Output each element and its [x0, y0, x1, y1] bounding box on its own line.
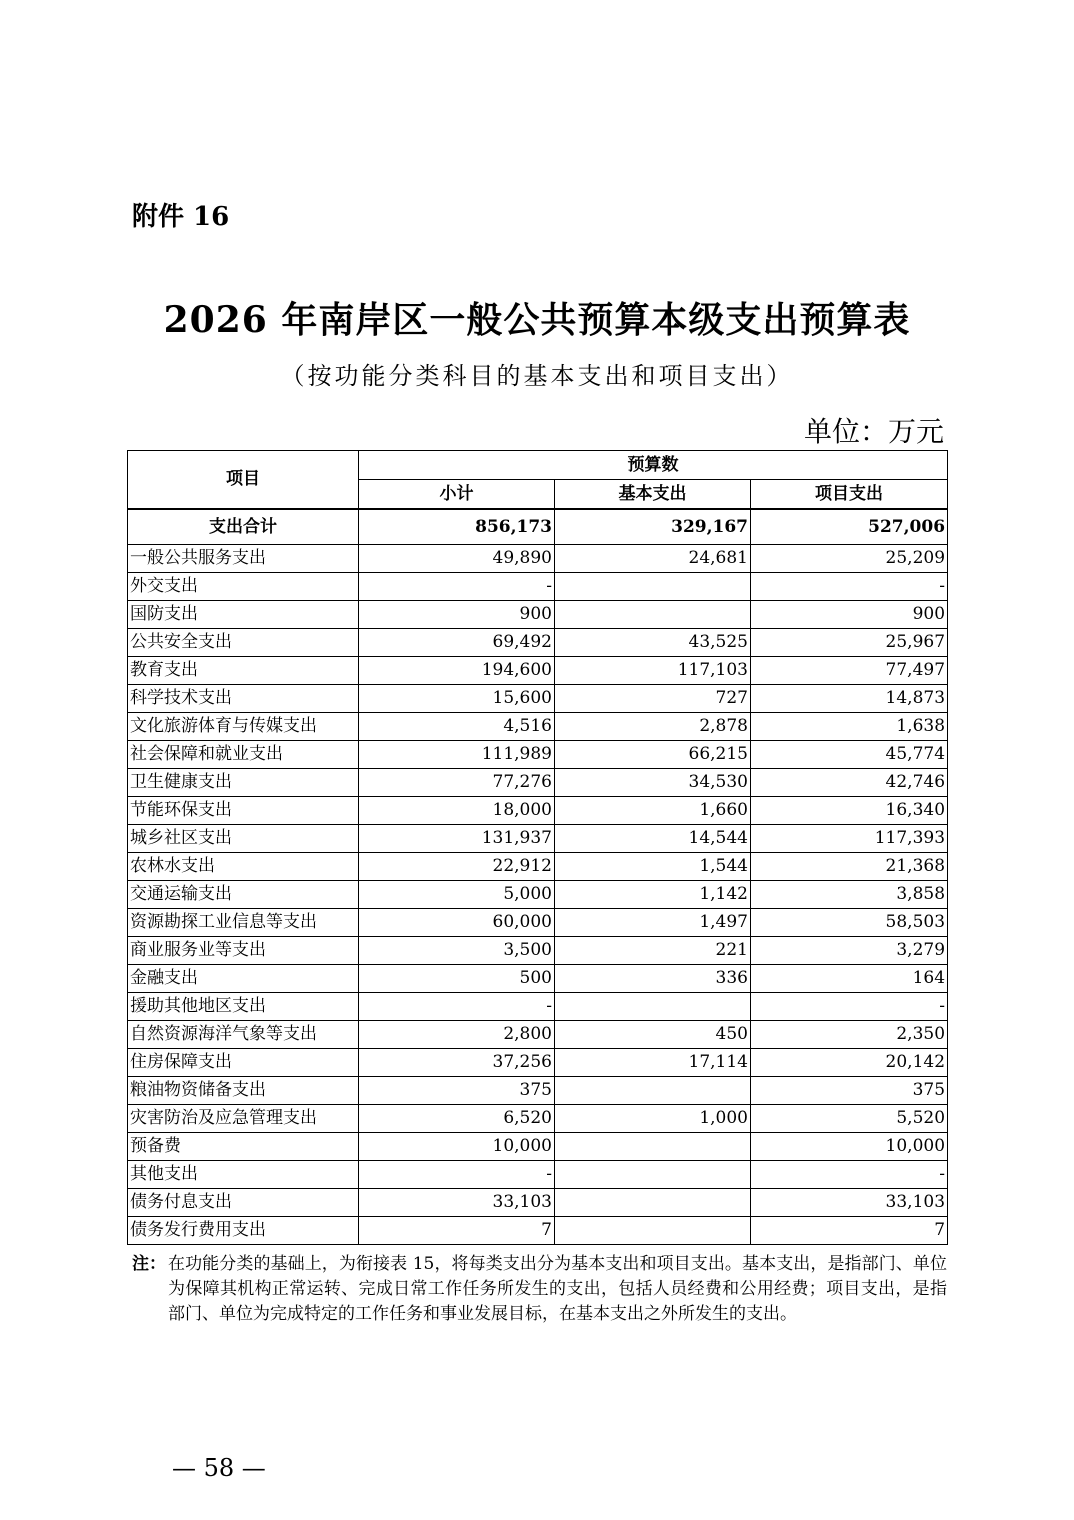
row-label: 援助其他地区支出 [128, 993, 359, 1021]
row-label: 社会保障和就业支出 [128, 741, 359, 769]
table-row [128, 573, 948, 601]
row-project: 77,497 [751, 657, 948, 685]
row-project: 42,746 [751, 769, 948, 797]
row-subtotal: 77,276 [359, 769, 555, 797]
row-project: 14,873 [751, 685, 948, 713]
row-basic: 221 [555, 937, 751, 965]
row-basic: 34,530 [555, 769, 751, 797]
row-project: 16,340 [751, 797, 948, 825]
table-row [128, 769, 948, 797]
row-project: 117,393 [751, 825, 948, 853]
row-label: 预备费 [128, 1133, 359, 1161]
row-label: 科学技术支出 [128, 685, 359, 713]
row-project: 20,142 [751, 1049, 948, 1077]
table-row [128, 741, 948, 769]
row-subtotal: 10,000 [359, 1133, 555, 1161]
row-label: 交通运输支出 [128, 881, 359, 909]
row-project: 3,858 [751, 881, 948, 909]
row-basic: 17,114 [555, 1049, 751, 1077]
row-basic [555, 1217, 751, 1245]
row-project: 58,503 [751, 909, 948, 937]
row-project: - [751, 993, 948, 1021]
row-subtotal: 15,600 [359, 685, 555, 713]
row-basic: 66,215 [555, 741, 751, 769]
row-subtotal: 60,000 [359, 909, 555, 937]
row-basic: 14,544 [555, 825, 751, 853]
row-subtotal: 69,492 [359, 629, 555, 657]
row-basic: 1,000 [555, 1105, 751, 1133]
row-label: 资源勘探工业信息等支出 [128, 909, 359, 937]
table-row [128, 909, 948, 937]
attachment-label: 附件 16 [132, 202, 230, 232]
table-row [128, 1077, 948, 1105]
page-number: — 58 — [172, 1454, 266, 1482]
row-subtotal: 194,600 [359, 657, 555, 685]
row-label: 卫生健康支出 [128, 769, 359, 797]
table-row [128, 993, 948, 1021]
row-subtotal: - [359, 993, 555, 1021]
header-budget-group: 预算数 [359, 451, 948, 480]
row-project: 45,774 [751, 741, 948, 769]
row-subtotal: 131,937 [359, 825, 555, 853]
row-label: 农林水支出 [128, 853, 359, 881]
row-subtotal: 375 [359, 1077, 555, 1105]
table-row [128, 1133, 948, 1161]
table-row [128, 797, 948, 825]
row-basic [555, 1077, 751, 1105]
row-project: 164 [751, 965, 948, 993]
footnote [132, 1252, 947, 1327]
row-basic: 1,142 [555, 881, 751, 909]
row-basic: 450 [555, 1021, 751, 1049]
row-label: 节能环保支出 [128, 797, 359, 825]
row-label: 一般公共服务支出 [128, 545, 359, 573]
row-label: 债务发行费用支出 [128, 1217, 359, 1245]
table-row [128, 629, 948, 657]
row-subtotal: 49,890 [359, 545, 555, 573]
page-title: 2026 年南岸区一般公共预算本级支出预算表 [163, 299, 911, 341]
row-subtotal: 4,516 [359, 713, 555, 741]
footnote-prefix: 注： [132, 1254, 166, 1274]
row-project: - [751, 573, 948, 601]
row-basic: 24,681 [555, 545, 751, 573]
total-basic: 329,167 [555, 509, 751, 545]
row-basic [555, 1189, 751, 1217]
row-label: 债务付息支出 [128, 1189, 359, 1217]
row-basic: 117,103 [555, 657, 751, 685]
row-basic: 1,497 [555, 909, 751, 937]
total-subtotal: 856,173 [359, 509, 555, 545]
row-subtotal: 22,912 [359, 853, 555, 881]
page-subtitle: （按功能分类科目的基本支出和项目支出） [280, 362, 794, 390]
row-label: 公共安全支出 [128, 629, 359, 657]
row-basic [555, 601, 751, 629]
row-label: 城乡社区支出 [128, 825, 359, 853]
row-project: 375 [751, 1077, 948, 1105]
table-row [128, 965, 948, 993]
row-label: 其他支出 [128, 1161, 359, 1189]
row-label: 粮油物资储备支出 [128, 1077, 359, 1105]
table-row [128, 1105, 948, 1133]
table-row [128, 601, 948, 629]
table-row [128, 713, 948, 741]
row-label: 灾害防治及应急管理支出 [128, 1105, 359, 1133]
row-project: 1,638 [751, 713, 948, 741]
header-project: 项目支出 [751, 480, 948, 510]
table-row [128, 937, 948, 965]
row-basic [555, 993, 751, 1021]
row-basic [555, 1161, 751, 1189]
row-subtotal: - [359, 1161, 555, 1189]
unit-label: 单位：万元 [803, 415, 944, 448]
table-row [128, 1049, 948, 1077]
row-project: 10,000 [751, 1133, 948, 1161]
table-row [128, 853, 948, 881]
row-subtotal: 7 [359, 1217, 555, 1245]
row-project: 2,350 [751, 1021, 948, 1049]
header-item: 项目 [128, 451, 359, 510]
row-basic [555, 573, 751, 601]
total-project: 527,006 [751, 509, 948, 545]
row-project: 25,967 [751, 629, 948, 657]
row-project: 5,520 [751, 1105, 948, 1133]
row-subtotal: 2,800 [359, 1021, 555, 1049]
row-project: 25,209 [751, 545, 948, 573]
row-subtotal: 6,520 [359, 1105, 555, 1133]
total-label: 支出合计 [128, 509, 359, 545]
table-row [128, 1161, 948, 1189]
row-basic: 1,660 [555, 797, 751, 825]
row-label: 国防支出 [128, 601, 359, 629]
row-subtotal: 5,000 [359, 881, 555, 909]
budget-table [127, 450, 948, 1245]
table-row [128, 657, 948, 685]
row-basic: 2,878 [555, 713, 751, 741]
row-subtotal: 500 [359, 965, 555, 993]
row-basic [555, 1133, 751, 1161]
row-subtotal: - [359, 573, 555, 601]
row-basic: 727 [555, 685, 751, 713]
header-basic: 基本支出 [555, 480, 751, 510]
row-label: 住房保障支出 [128, 1049, 359, 1077]
row-label: 教育支出 [128, 657, 359, 685]
row-project: - [751, 1161, 948, 1189]
row-subtotal: 33,103 [359, 1189, 555, 1217]
row-basic: 1,544 [555, 853, 751, 881]
row-project: 7 [751, 1217, 948, 1245]
row-label: 文化旅游体育与传媒支出 [128, 713, 359, 741]
row-subtotal: 900 [359, 601, 555, 629]
row-basic: 43,525 [555, 629, 751, 657]
row-subtotal: 18,000 [359, 797, 555, 825]
row-subtotal: 37,256 [359, 1049, 555, 1077]
footnote-text: 在功能分类的基础上，为衔接表 15，将每类支出分为基本支出和项目支出。基本支出，是指部门、单位为保障其机构正常运转、完成日常工作任务所发生的支出，包括人员经费和公用经费；项目支出，是指部门、单位为完成特定的工作任务和事业发展目标，在基本支出之外所发生的支出。 [168, 1254, 947, 1324]
header-subtotal: 小计 [359, 480, 555, 510]
row-label: 商业服务业等支出 [128, 937, 359, 965]
row-label: 外交支出 [128, 573, 359, 601]
row-basic: 336 [555, 965, 751, 993]
row-subtotal: 111,989 [359, 741, 555, 769]
table-row [128, 881, 948, 909]
row-project: 33,103 [751, 1189, 948, 1217]
row-label: 金融支出 [128, 965, 359, 993]
total-row [128, 509, 948, 545]
table-row [128, 825, 948, 853]
table-row [128, 1189, 948, 1217]
row-label: 自然资源海洋气象等支出 [128, 1021, 359, 1049]
table-row [128, 1217, 948, 1245]
row-project: 900 [751, 601, 948, 629]
table-row [128, 1021, 948, 1049]
table-row [128, 685, 948, 713]
row-subtotal: 3,500 [359, 937, 555, 965]
row-project: 21,368 [751, 853, 948, 881]
row-project: 3,279 [751, 937, 948, 965]
table-row [128, 545, 948, 573]
